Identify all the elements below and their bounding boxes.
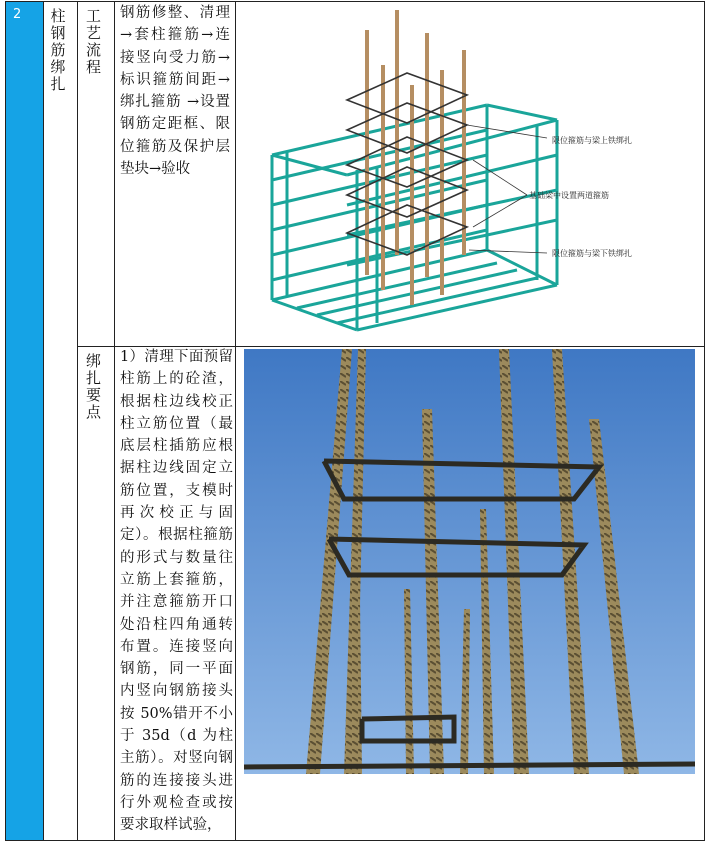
leader-lines bbox=[467, 125, 547, 253]
row-title-cell bbox=[44, 2, 77, 840]
process-label: 工艺流程 bbox=[84, 8, 102, 76]
rebar-cage-diagram bbox=[237, 5, 702, 345]
keypoints-label-cell bbox=[78, 347, 114, 841]
diagram-label-bottom: 限位箍筋与梁下铁绑扎 bbox=[552, 249, 632, 258]
keypoints-label: 绑扎要点 bbox=[84, 353, 102, 421]
mesh-grid bbox=[272, 105, 557, 330]
diagram-label-middle: 基础梁中设置两道箍筋 bbox=[529, 191, 609, 200]
base-bar bbox=[244, 764, 695, 767]
diagram-label-top: 限位箍筋与梁上铁绑扎 bbox=[552, 136, 632, 145]
row-number-cell bbox=[5, 1, 43, 841]
keypoints-text: 1）清理下面预留柱筋上的砼渣，根据柱边线校正柱立筋位置（最底层柱插筋应根据柱边线固定立筋位置，支模时再次校正与固定）。根据柱箍筋的形式与数量往立筋上套箍筋，并注意箍筋开口处沿柱四角通转布置。连接竖向钢筋，同一平面内竖向钢筋接头按 50%错开不小于 35d（d 为柱主筋）。对竖向钢筋的连接接头进行外观检查或按要求取样试验， bbox=[120, 349, 233, 834]
row-number: 2 bbox=[13, 7, 22, 22]
process-text: 钢筋修整、清理→套柱箍筋→连接竖向受力筋→标识箍筋间距→绑扎箍筋 →设置钢筋定距框、限位箍筋及保护层垫块→验收 bbox=[120, 5, 230, 178]
process-label-cell bbox=[78, 2, 114, 345]
row-title: 柱钢筋绑扎 bbox=[48, 8, 67, 93]
rebar-column-photo bbox=[244, 349, 695, 774]
